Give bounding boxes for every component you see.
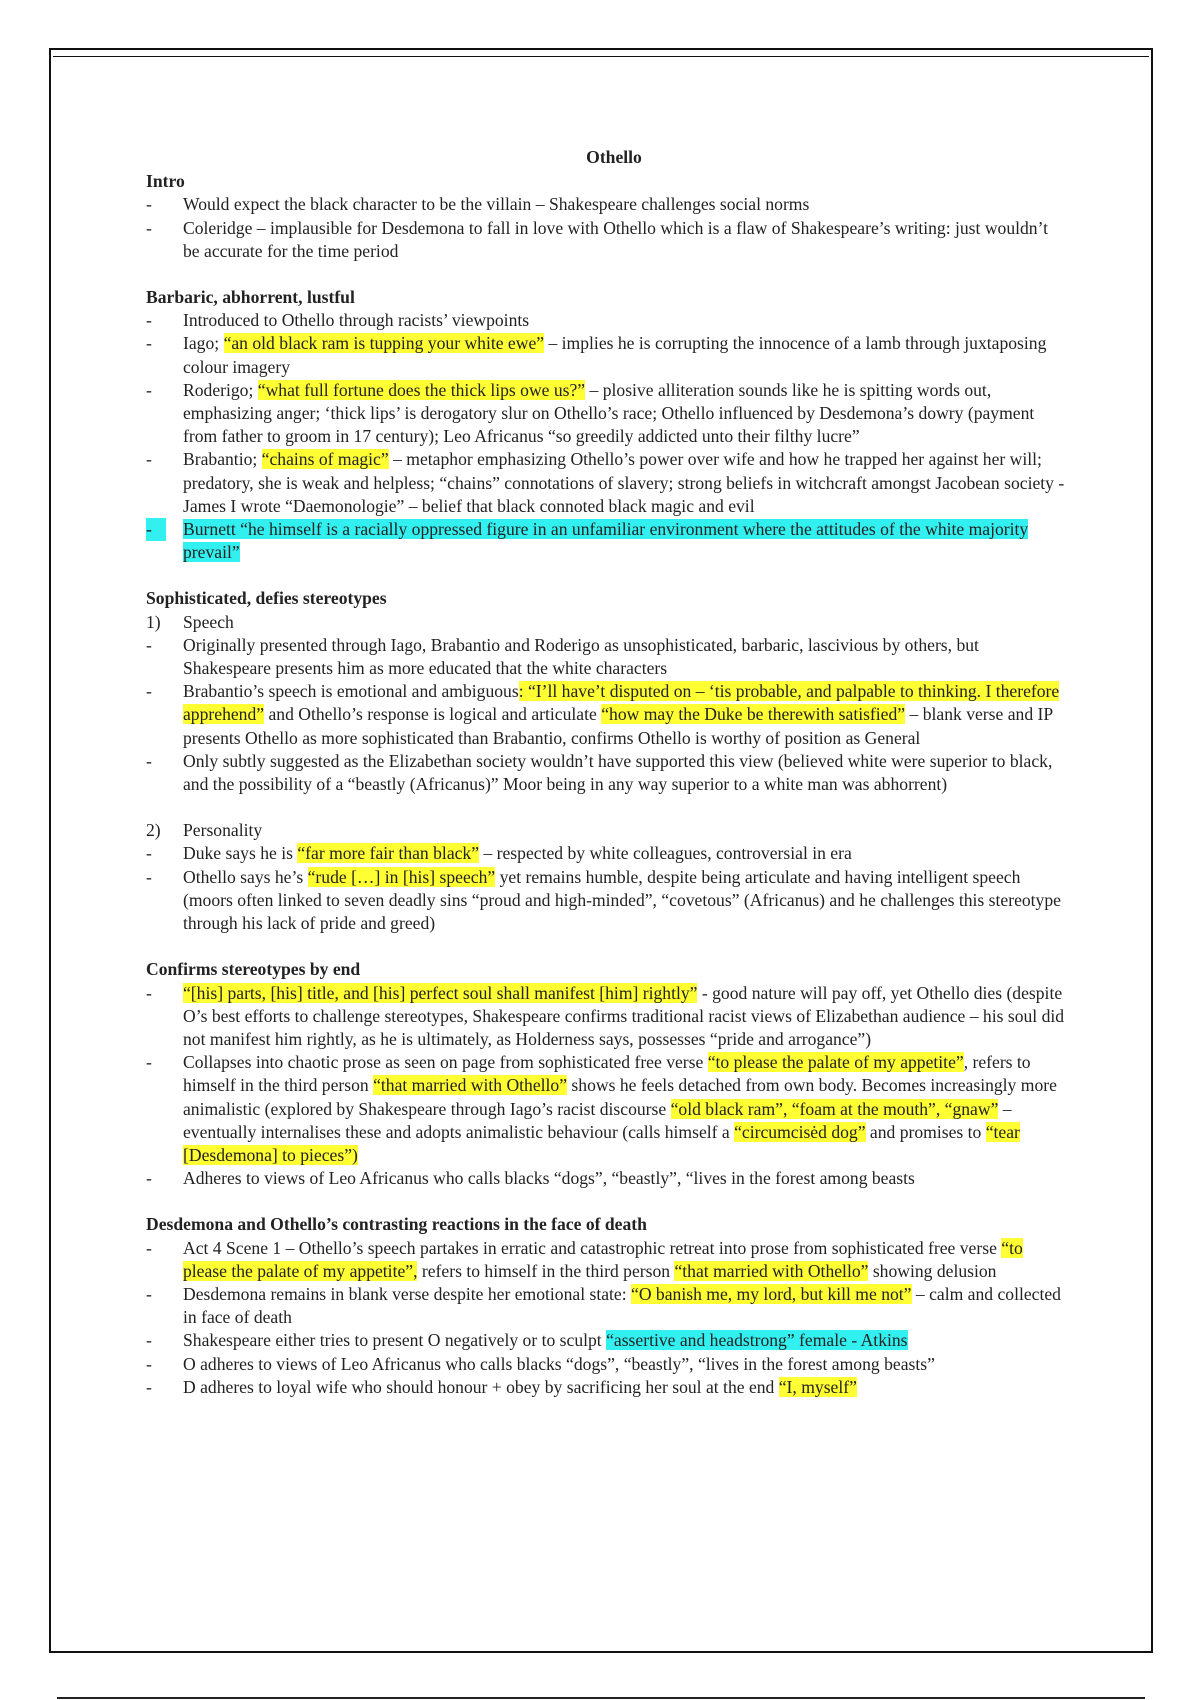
section-heading-intro: Intro <box>146 171 185 192</box>
highlighted-quote: “[his] parts, [his] title, and [his] perfect soul shall manifest [him] rightly” <box>183 982 698 1003</box>
bullet-dash: - <box>146 449 152 470</box>
highlighted-quote: “I, myself” <box>778 1376 857 1397</box>
highlighted-quote: “rude […] in [his] speech” <box>307 866 496 887</box>
highlighted-quote: “what full fortune does the thick lips owe us?” <box>257 379 586 400</box>
list-item: - Would expect the black character to be the villain – Shakespeare challenges social norms <box>146 193 1066 216</box>
bullet-dash: - <box>146 1283 152 1304</box>
bullet-dash: - <box>146 843 152 864</box>
document-title: Othello <box>586 147 642 167</box>
personality-list <box>146 842 1066 935</box>
highlighted-quote: “an old black ram is tupping your white ewe” <box>223 333 545 354</box>
speech-list <box>146 634 1066 796</box>
list-item: - Act 4 Scene 1 – Othello’s speech partakes in erratic and catastrophic retreat into prose from sophisticated free verse “to please the palate of my appetite”, refers to himself in the third person “that married with Othello” showing delusion <box>146 1237 1023 1281</box>
bullet-dash: - <box>146 518 166 541</box>
highlighted-quote: “chains of magic” <box>261 449 389 470</box>
list-item: - “[his] parts, [his] title, and [his] perfect soul shall manifest [him] rightly” - good nature will pay off, yet Othello dies (despite O’s best efforts to challenge stereotypes, Shakespeare confirms traditional racist views of Elizabethan audience – his soul did not manifest him rightly, as he is ultimately, as Holderness says, possesses “pride and arrogance”) <box>146 982 1065 1049</box>
list-item: - Introduced to Othello through racists’ viewpoints <box>146 309 1066 332</box>
section-heading-confirms: Confirms stereotypes by end <box>146 959 361 980</box>
bullet-dash: - <box>146 379 152 400</box>
bullet-dash: - <box>146 217 152 238</box>
list-item: - Duke says he is “far more fair than black” – respected by white colleagues, controversial in era <box>146 842 1066 865</box>
list-item: - Othello says he’s “rude […] in [his] speech” yet remains humble, despite being articulate and having intelligent speech (moors often linked to seven deadly sins “proud and high-minded”, “covetous” (Africanus) and he challenges this stereotype through his lack of pride and greed) <box>146 866 1061 934</box>
bullet-dash: - <box>146 866 152 887</box>
highlighted-quote: : “I’ll have’t disputed on – ‘tis probable, and palpable to thinking. I therefore apprehend” <box>183 681 1060 725</box>
bullet-dash: - <box>146 681 152 702</box>
bullet-dash: - <box>146 1353 152 1374</box>
bullet-dash: - <box>146 1237 152 1258</box>
list-item: - Collapses into chaotic prose as seen on page from sophisticated free verse “to please the palate of my appetite”, refers to himself in the third person “that married with Othello” shows he feels detached from own body. Becomes increasingly more animalistic (explored by Shakespeare through Iago’s racist discourse “old black ram”, “foam at the mouth”, “gnaw” – eventually internalises these and adopts animalistic behaviour (calls himself a “circumcisėd dog” and promises to “tear [Desdemona] to pieces”) <box>146 1052 1057 1165</box>
bullet-dash: - <box>146 1052 152 1073</box>
list-item: - O adheres to views of Leo Africanus who calls blacks “dogs”, “beastly”, “lives in the forest among beasts” <box>146 1353 1066 1376</box>
numbered-subheading-speech: 1) Speech <box>146 611 234 632</box>
bullet-dash: - <box>146 333 152 354</box>
list-item: - Originally presented through Iago, Brabantio and Roderigo as unsophisticated, barbaric, lascivious by others, but Shakespeare presents him as more educated that the white characters <box>146 634 979 679</box>
list-item <box>146 518 1066 564</box>
list-item: - Iago; “an old black ram is tupping your white ewe” – implies he is corrupting the innocence of a lamb through juxtaposing colour imagery <box>146 333 1047 377</box>
highlighted-quote: “tear [Desdemona] to pieces”) <box>183 1121 1020 1165</box>
intro-list <box>146 193 1066 263</box>
document-body <box>146 146 1066 1399</box>
section-heading-barbaric: Barbaric, abhorrent, lustful <box>146 287 355 308</box>
highlighted-quote: “circumcisėd dog” <box>734 1121 866 1142</box>
highlighted-quote: “that married with Othello” <box>373 1075 568 1096</box>
highlighted-quote: “old black ram”, “foam at the mouth”, “gnaw” <box>670 1098 999 1119</box>
highlighted-quote: “O banish me, my lord, but kill me not” <box>631 1283 912 1304</box>
confirms-list <box>146 982 1066 1191</box>
list-item: - Brabantio; “chains of magic” – metaphor emphasizing Othello’s power over wife and how he trapped her against her will; predatory, she is weak and helpless; “chains” connotations of slavery; strong beliefs in witchcraft amongst Jacobean society - James I wrote “Daemonologie” – belief that black connoted black magic and evil <box>146 449 1065 516</box>
list-item: - Only subtly suggested as the Elizabethan society wouldn’t have supported this view (believed white were superior to black, and the possibility of a “beastly (Africanus)” Moor being in any way superior to a white man was abhorrent) <box>146 750 1053 795</box>
highlighted-critic-quote: Burnett “he himself is a racially oppressed figure in an unfamiliar environment where the attitudes of the white majority prevail” <box>183 519 1029 563</box>
contrasting-list <box>146 1237 1066 1399</box>
barbaric-list <box>146 309 1066 564</box>
highlighted-quote: “to please the palate of my appetite” <box>707 1052 964 1073</box>
numbered-subheading-personality: 2) Personality <box>146 820 263 841</box>
highlighted-quote: “to please the palate of my appetite”, <box>183 1237 1023 1281</box>
section-heading-contrasting: Desdemona and Othello’s contrasting reactions in the face of death <box>146 1214 647 1235</box>
bullet-dash: - <box>146 1376 152 1397</box>
highlighted-quote: “far more fair than black” <box>297 843 480 864</box>
list-item: - Shakespeare either tries to present O negatively or to sculpt “assertive and headstrong” female - Atkins <box>146 1329 1066 1352</box>
list-item: - Roderigo; “what full fortune does the thick lips owe us?” – plosive alliteration sounds like he is spitting words out, emphasizing anger; ‘thick lips’ is derogatory slur on Othello’s race; Othello influenced by Desdemona’s dowry (payment from father to groom in 17 century); Leo Africanus “so greedily addicted unto their filthy lucre” <box>146 379 1035 447</box>
page-footer-rule <box>57 1697 1145 1699</box>
list-item: - Brabantio’s speech is emotional and ambiguous: “I’ll have’t disputed on – ‘tis probable, and palpable to thinking. I therefore apprehend” and Othello’s response is logical and articulate “how may the Duke be therewith satisfied” – blank verse and IP presents Othello as more sophisticated than Brabantio, confirms Othello is worthy of position as General <box>146 681 1060 748</box>
bullet-dash: - <box>146 982 152 1003</box>
highlighted-critic-quote: “assertive and headstrong” female - Atkins <box>606 1330 908 1351</box>
list-item: - Coleridge – implausible for Desdemona to fall in love with Othello which is a flaw of Shakespeare’s writing: just wouldn’t be accurate for the time period <box>146 217 1049 261</box>
list-item: - D adheres to loyal wife who should honour + obey by sacrificing her soul at the end “I, myself” <box>146 1376 1066 1399</box>
section-heading-sophisticated: Sophisticated, defies stereotypes <box>146 588 387 609</box>
highlighted-quote: “how may the Duke be therewith satisfied” <box>601 704 906 725</box>
bullet-dash: - <box>146 1168 152 1189</box>
highlighted-quote: “that married with Othello” <box>674 1260 869 1281</box>
bullet-dash: - <box>146 310 152 331</box>
list-item: - Desdemona remains in blank verse despite her emotional state: “O banish me, my lord, but kill me not” – calm and collected in face of death <box>146 1283 1061 1328</box>
bullet-dash: - <box>146 750 152 771</box>
bullet-dash: - <box>146 194 152 215</box>
page-border-inner-rule <box>53 56 1149 57</box>
bullet-dash: - <box>146 634 152 655</box>
bullet-dash: - <box>146 1330 152 1351</box>
list-item: - Adheres to views of Leo Africanus who calls blacks “dogs”, “beastly”, “lives in the forest among beasts <box>146 1167 1066 1190</box>
